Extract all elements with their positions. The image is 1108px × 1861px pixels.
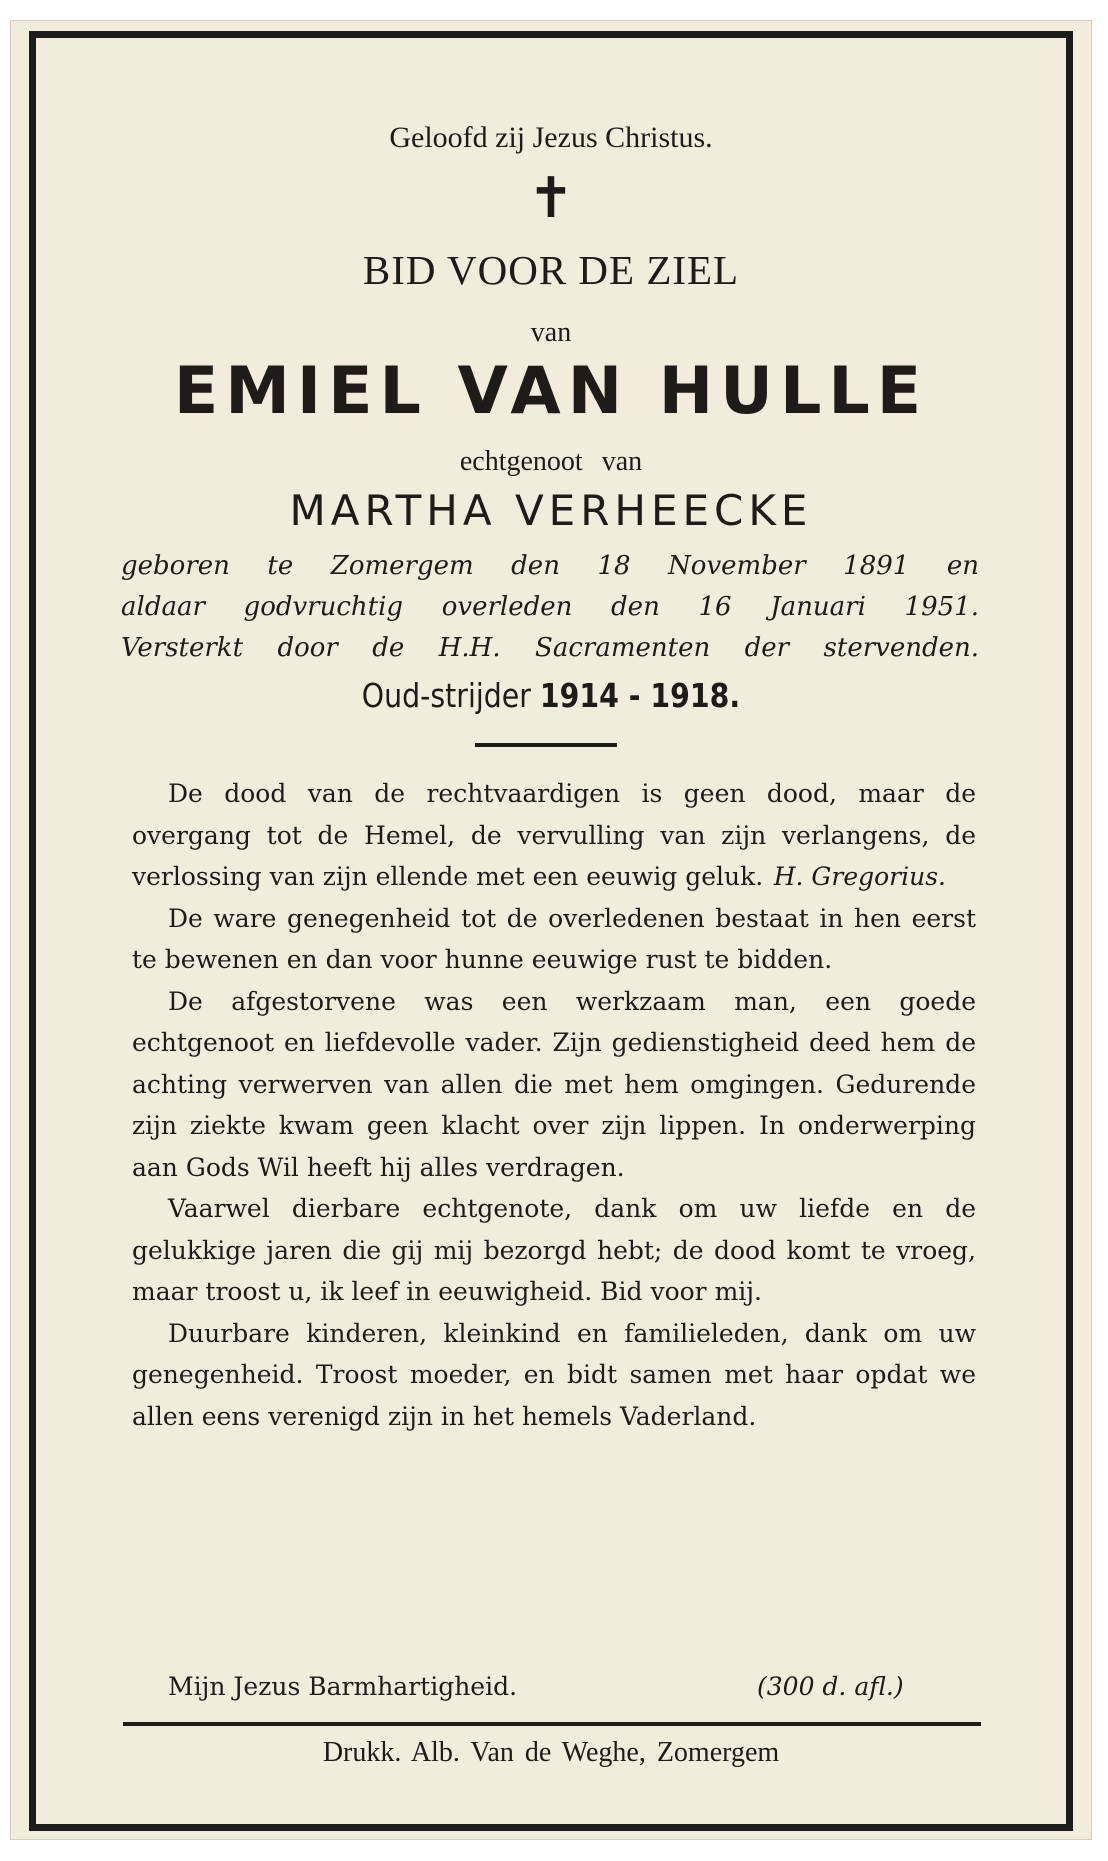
deceased-name: EMIEL VAN HULLE [173, 354, 929, 429]
sacraments-line: Versterkt door de H.H. Sacramenten der stervenden. [121, 633, 979, 663]
spouse-relation: echtgenoot van [459, 446, 643, 477]
paragraph-1-text: De dood van de rechtvaardigen is geen dood, maar de overgang tot de Hemel, de vervulling van zijn verlangens, de verlossing van zijn ellende met een eeuwig geluk. [132, 779, 976, 891]
closing-prayer: Mijn Jezus Barmhartigheid. [168, 1672, 518, 1701]
paragraph-4: Vaarwel dierbare echtgenote, dank om uw liefde en de gelukkige jaren die gij mij bezorgd hebt; de dood komt te vroeg, maar troost u, ik leef in eeuwigheid. Bid voor mij. [132, 1194, 976, 1306]
van-label: van [530, 317, 572, 348]
paragraph-3: De afgestorvene was een werkzaam man, een goede echtgenoot en liefdevolle vader. Zijn gedienstigheid deed hem de achting verwerven van allen die met hem omgingen. Gedurende zijn ziekte kwam geen klacht over zijn lippen. In onderwerping aan Gods Wil heeft hij alles verdragen. [132, 986, 976, 1182]
paragraph-1 [132, 773, 976, 898]
indulgence-note: (300 d. afl.) [757, 1672, 904, 1701]
card-content [11, 21, 1091, 1839]
quote-author: H. Gregorius. [773, 862, 946, 891]
veteran-line [87, 676, 1016, 715]
spouse-name: MARTHA VERHEECKE [289, 486, 813, 535]
prayer-title: BID VOOR DE ZIEL [362, 247, 740, 293]
long-divider [123, 1722, 981, 1726]
paragraph-2: De ware genegenheid tot de overledenen bestaat in hen eerst te bewenen en dan voor hunne eeuwige rust te bidden. [132, 903, 976, 974]
birth-line: geboren te Zomergem den 18 November 1891 en [121, 551, 979, 581]
memorial-card [10, 20, 1092, 1840]
veteran-years: 1914 - 1918. [539, 676, 741, 715]
veteran-label: Oud-strijder [361, 676, 531, 715]
paragraph-5: Duurbare kinderen, kleinkind en familieleden, dank om uw genegenheid. Troost moeder, en bidt samen met haar opdat we allen eens verenigd zijn in het hemels Vaderland. [132, 1318, 976, 1431]
short-divider [475, 743, 617, 747]
death-line: aldaar godvruchtig overleden den 16 Januari 1951. [121, 592, 979, 622]
body-text [132, 773, 976, 1437]
printer-credit: Drukk. Alb. Van de Weghe, Zomergem [322, 1737, 780, 1768]
cross-icon: ✝ [527, 166, 575, 231]
header-blessing: Geloofd zij Jezus Christus. [389, 121, 713, 154]
